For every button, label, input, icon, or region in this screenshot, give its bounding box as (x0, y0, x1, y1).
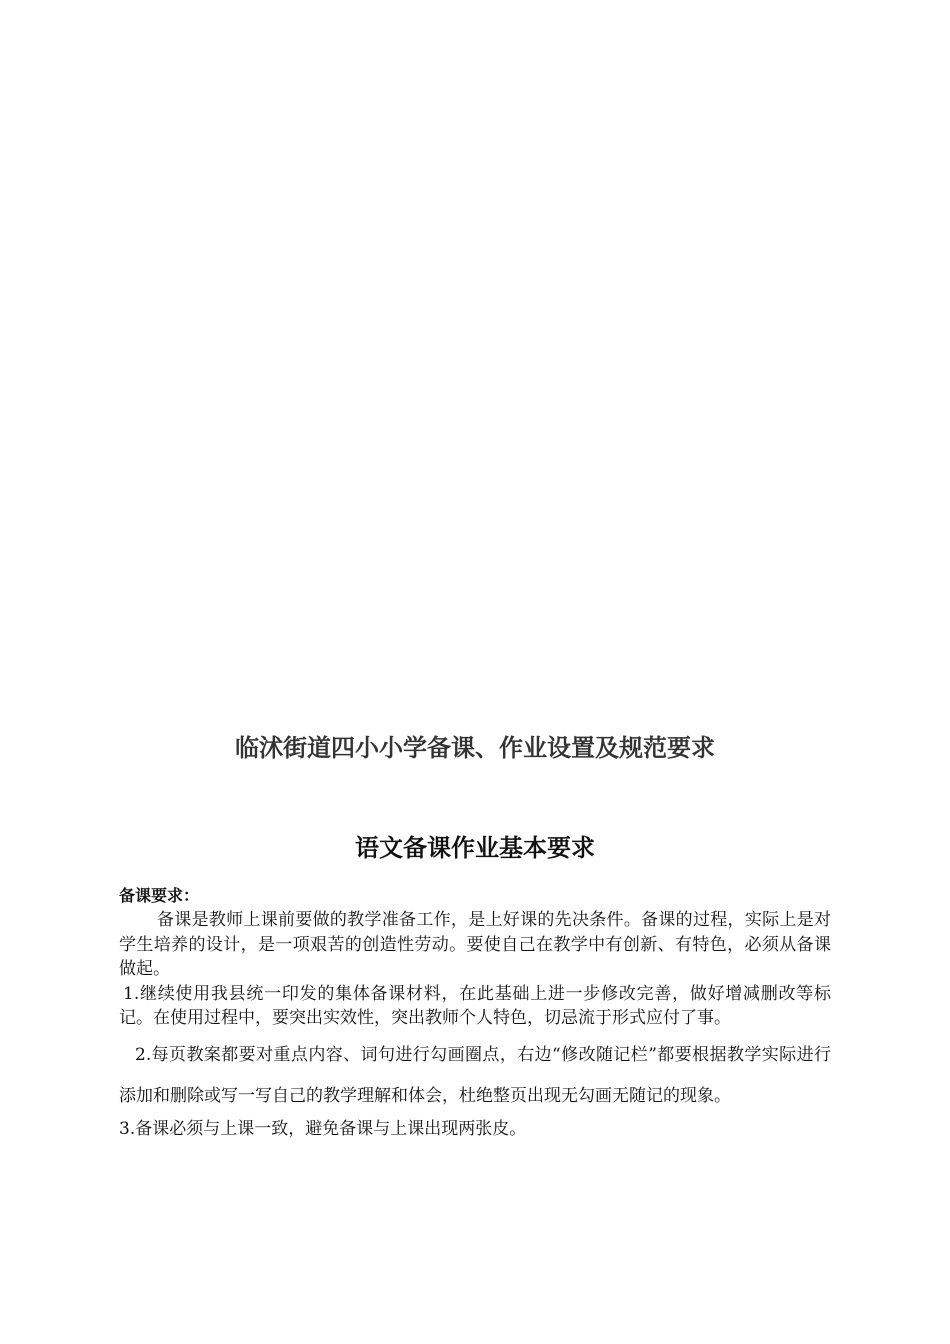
document-subtitle: 语文备课作业基本要求 (355, 834, 595, 862)
document-body (119, 884, 831, 1141)
section-heading: 备课要求： (119, 886, 200, 905)
requirement-item-1: 1.继续使用我县统一印发的集体备课材料，在此基础上进一步修改完善，做好增减删改等标记。在使用过程中，要突出实效性，突出教师个人特色，切忌流于形式应付了事。 (119, 983, 831, 1028)
requirement-item-2: 2.每页教案都要对重点内容、词句进行勾画圈点，右边“修改随记栏”都要根据教学实际进行添加和删除或写一写自己的教学理解和体会，杜绝整页出现无勾画无随记的现象。 (119, 1044, 831, 1106)
requirement-item-3: 3.备课必须与上课一致，避免备课与上课出现两张皮。 (119, 1118, 527, 1139)
document-title: 临沭街道四小小学备课、作业设置及规范要求 (235, 734, 715, 762)
intro-paragraph: 备课是教师上课前要做的教学准备工作，是上好课的先决条件。备课的过程，实际上是对学生培养的设计，是一项艰苦的创造性劳动。要使自己在教学中有创新、有特色，必须从备课做起。 (119, 910, 831, 979)
